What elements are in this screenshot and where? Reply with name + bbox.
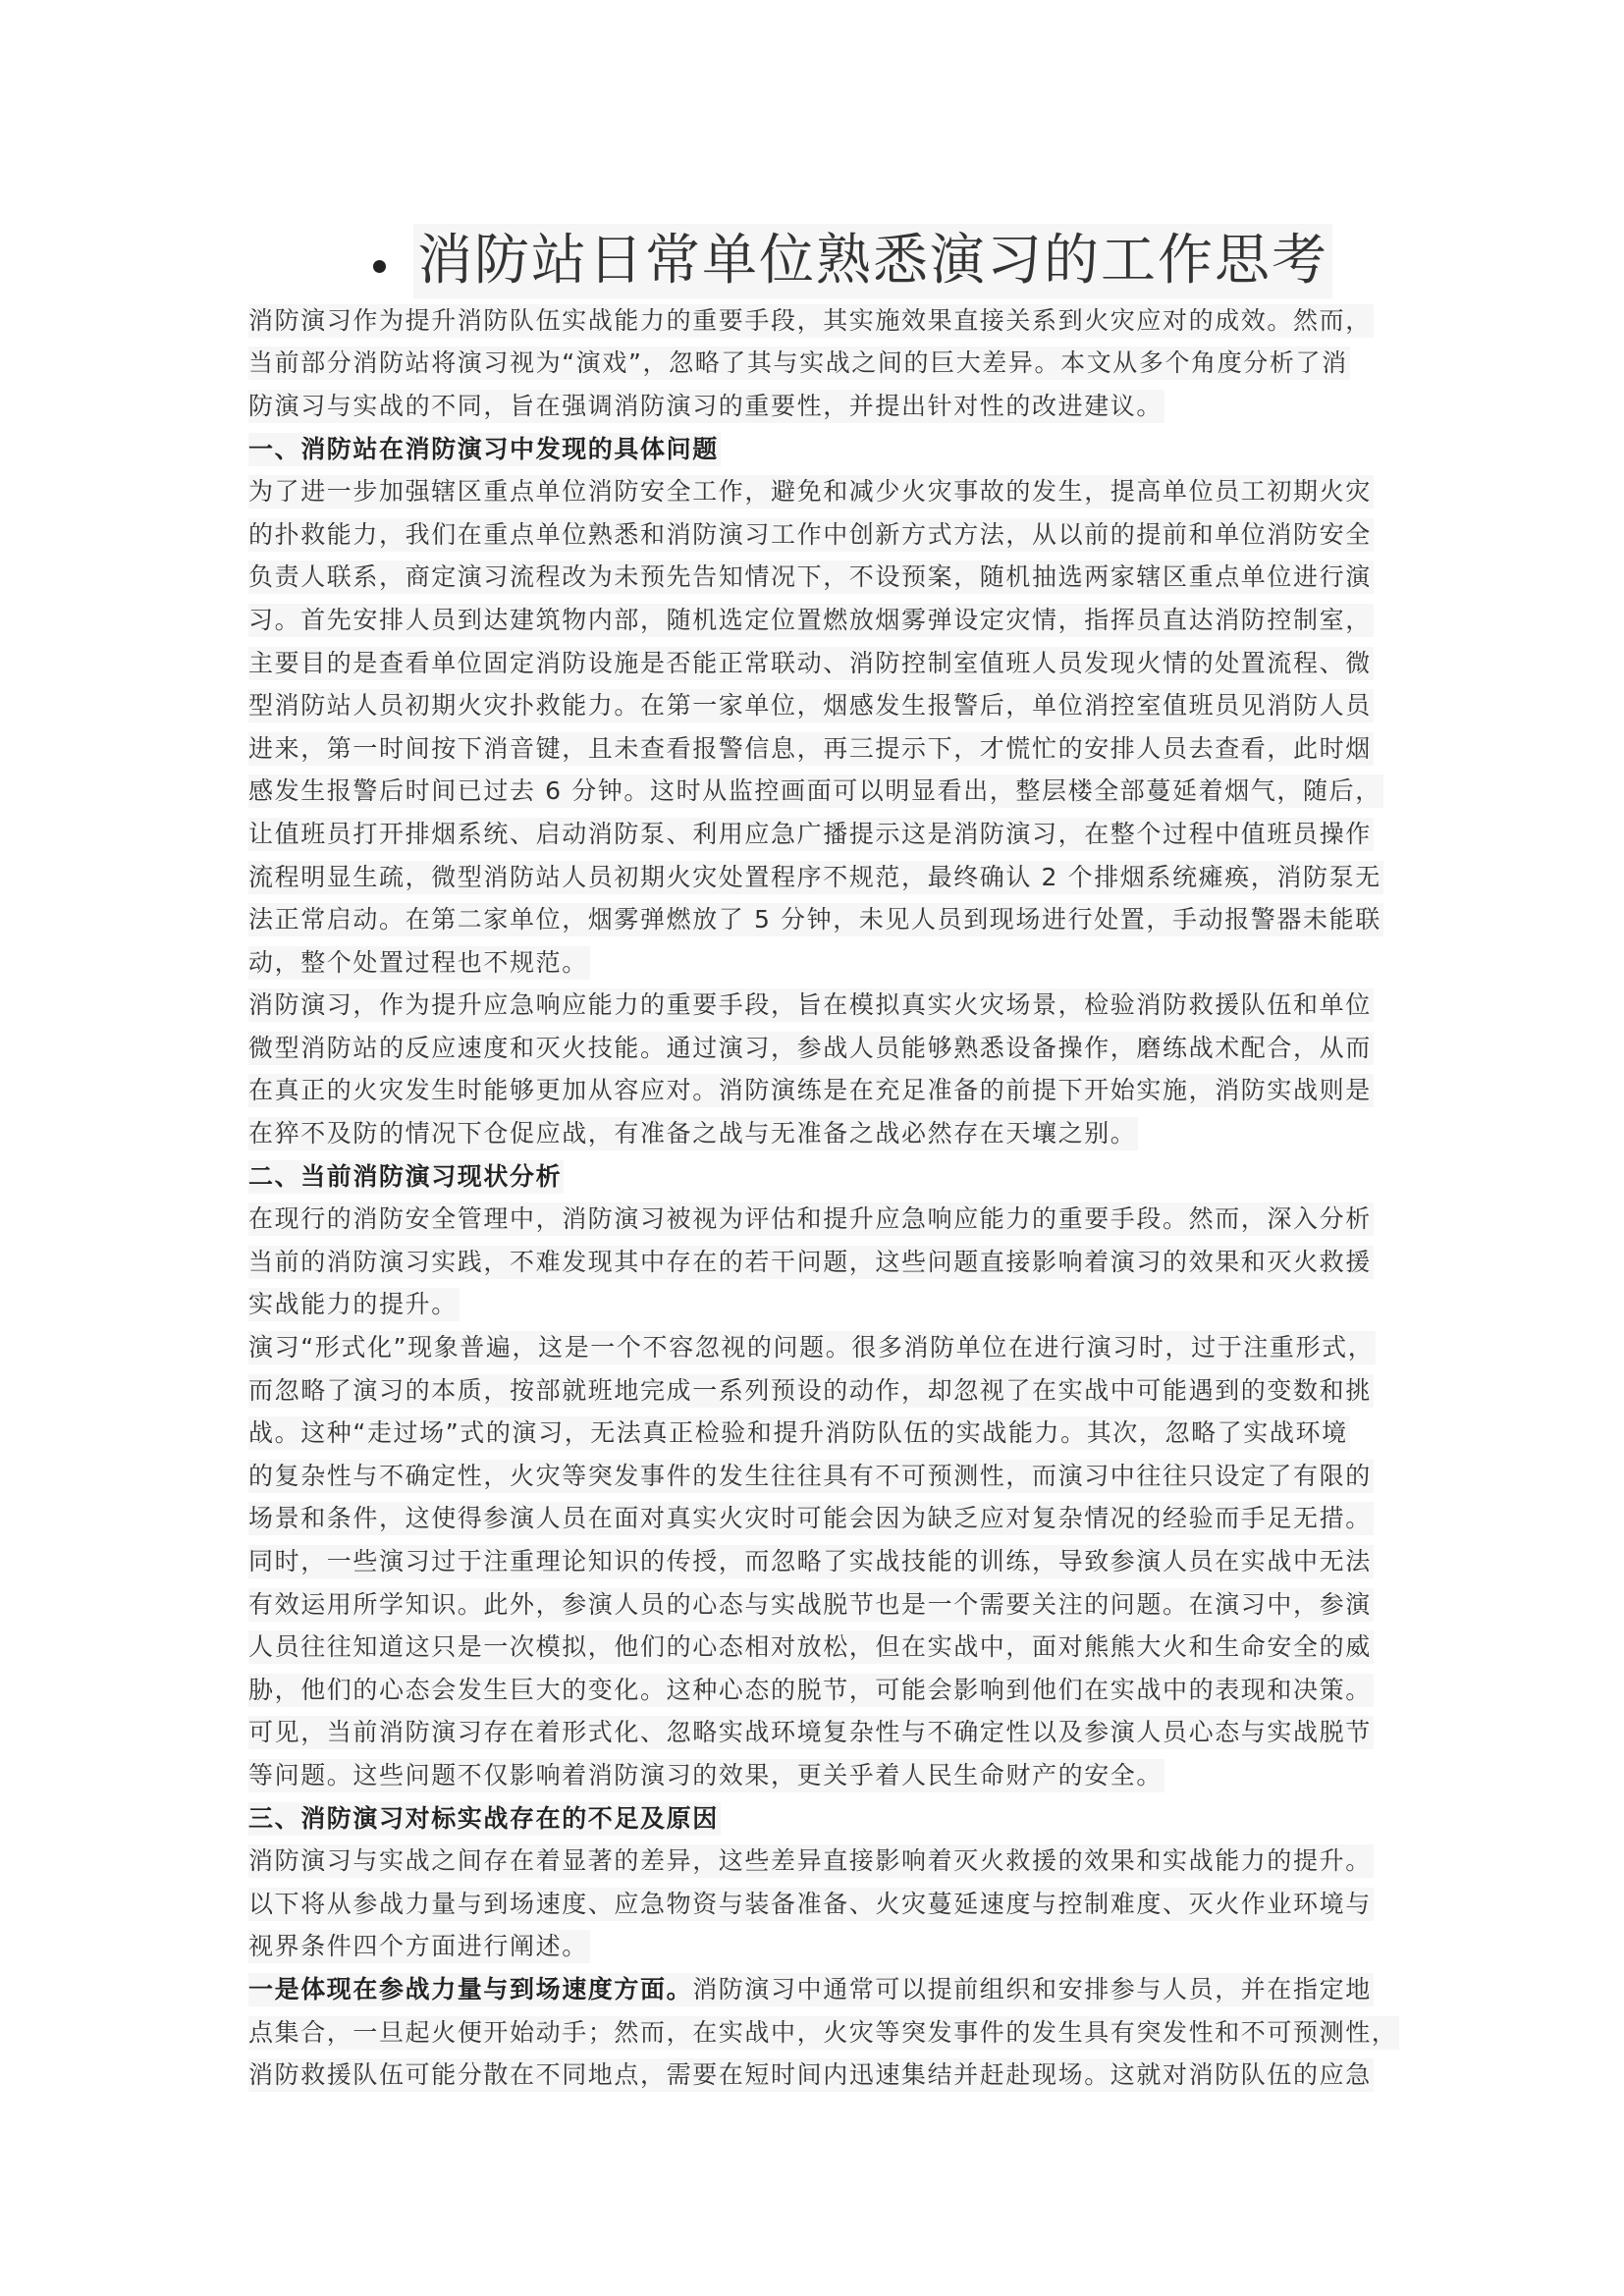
text-line (248, 1412, 1407, 1455)
line-content (248, 689, 1374, 722)
line-content (248, 1246, 1374, 1279)
text-line (248, 343, 1407, 386)
line-text: 流程明显生疏，微型消防站人员初期火灾处置程序不规范，最终确认 2 个排烟系统瘫痪，消防泵无 (248, 862, 1381, 891)
line-text: 视界条件四个方面进行阐述。 (248, 1932, 588, 1961)
line-content (248, 988, 1374, 1022)
text-line (248, 1712, 1407, 1755)
line-content (248, 433, 721, 466)
line-text: 在猝不及防的情况下仓促应战，有准备之战与无准备之战必然存在天壤之别。 (248, 1119, 1137, 1148)
text-line (248, 599, 1407, 642)
line-text: 人员往往知道这只是一次模拟，他们的心态相对放松，但在实战中，面对熊熊大火和生命安全的威 (248, 1632, 1372, 1662)
text-line (248, 2011, 1407, 2055)
text-line (248, 1540, 1407, 1583)
line-text: 进来，第一时间按下消音键，且未查看报警信息，再三提示下，才慌忙的安排人员去查看，此时烟 (248, 733, 1372, 763)
line-content (248, 1202, 1374, 1236)
text-line (248, 684, 1407, 727)
line-content (248, 1759, 1164, 1792)
text-line (248, 856, 1407, 899)
line-content (248, 1074, 1374, 1107)
line-text: 消防救援队伍可能分散在不同地点，需要在短时间内迅速集结并赶赴现场。这就对消防队伍的应急 (248, 2060, 1372, 2090)
line-content (248, 2016, 1399, 2050)
line-text: 胁，他们的心态会发生巨大的变化。这种心态的脱节，可能会影响到他们在实战中的表现和决策。 (248, 1675, 1372, 1704)
line-text: 当前部分消防站将演习视为“演戏”，忽略了其与实战之间的巨大差异。本文从多个角度分析了消 (248, 348, 1348, 378)
line-content (248, 1545, 1374, 1578)
line-text: 动，整个处置过程也不规范。 (248, 947, 588, 977)
text-line (248, 513, 1407, 557)
line-content (248, 1973, 1374, 2006)
line-content (248, 1802, 721, 1836)
text-line (248, 1027, 1407, 1070)
text-line (248, 1198, 1407, 1241)
text-line (248, 985, 1407, 1028)
text-line (248, 1284, 1407, 1327)
text-line (248, 1241, 1407, 1284)
line-text: 让值班员打开排烟系统、启动消防泵、利用应急广播提示这是消防演习，在整个过程中值班员操作 (248, 819, 1372, 848)
line-content (248, 818, 1374, 851)
line-text: 演习“形式化”现象普遍，这是一个不容忽视的问题。很多消防单位在进行演习时，过于注重形式， (248, 1333, 1375, 1362)
line-content (248, 774, 1383, 808)
line-content (248, 604, 1374, 637)
line-content (248, 1374, 1374, 1408)
line-text: 的复杂性与不确定性，火灾等突发事件的发生往往具有不可预测性，而演习中往往只设定了有限的 (248, 1461, 1372, 1490)
line-content (248, 1716, 1374, 1749)
line-text: 的扑救能力，我们在重点单位熟悉和消防演习工作中创新方式方法，从以前的提前和单位消防安全 (248, 519, 1372, 549)
text-line (248, 385, 1407, 428)
line-text: 在真正的火灾发生时能够更加从容应对。消防演练是在充足准备的前提下开始实施，消防实战则是 (248, 1076, 1372, 1105)
line-content (248, 1674, 1374, 1707)
text-line (248, 1112, 1407, 1155)
line-text: 等问题。这些问题不仅影响着消防演习的效果，更关乎着人民生命财产的安全。 (248, 1760, 1164, 1789)
text-line (248, 470, 1407, 513)
line-text: 三、消防演习对标实战存在的不足及原因 (248, 1803, 719, 1833)
line-text: 微型消防站的反应速度和灭火技能。通过演习，参战人员能够熟悉设备操作，磨练战术配合，从而 (248, 1033, 1372, 1062)
text-line (248, 557, 1407, 600)
line-content (248, 1032, 1374, 1065)
line-text: 主要目的是查看单位固定消防设施是否能正常联动、消防控制室值班人员发现火情的处置流程、微 (248, 648, 1372, 677)
document-body (248, 299, 1407, 2097)
line-text: 有效运用所学知识。此外，参演人员的心态与实战脱节也是一个需要关注的问题。在演习中，参演 (248, 1589, 1372, 1619)
line-text: 为了进一步加强辖区重点单位消防安全工作，避免和减少火灾事故的发生，提高单位员工初期火灾 (248, 477, 1372, 507)
line-content (248, 561, 1374, 594)
line-text: 型消防站人员初期火灾扑救能力。在第一家单位，烟感发生报警后，单位消控室值班员见消防人员 (248, 691, 1372, 721)
line-text: 以下将从参战力量与到场速度、应急物资与装备准备、火灾蔓延速度与控制难度、灭火作业环境与 (248, 1889, 1372, 1918)
document-title: 消防站日常单位熟悉演习的工作思考 (413, 224, 1332, 298)
line-text: 负责人联系，商定演习流程改为未预先告知情况下，不设预案，随机抽选两家辖区重点单位进行演 (248, 562, 1372, 592)
text-line (248, 1583, 1407, 1627)
line-text: 防演习与实战的不同，旨在强调消防演习的重要性，并提出针对性的改进建议。 (248, 391, 1164, 420)
line-content (248, 2058, 1374, 2092)
line-text: 消防演习与实战之间存在着显著的差异，这些差异直接影响着灭火救援的效果和实战能力的提升。 (248, 1846, 1372, 1876)
line-content (248, 475, 1374, 508)
line-content (248, 347, 1350, 380)
line-content (248, 1460, 1374, 1493)
line-text: 习。首先安排人员到达建筑物内部，随机选定位置燃放烟雾弹设定灾情，指挥员直达消防控制室， (248, 605, 1372, 634)
line-content (248, 1416, 1350, 1450)
line-content (248, 1502, 1374, 1535)
line-content (248, 1588, 1374, 1622)
text-line (248, 1883, 1407, 1926)
bullet-icon (373, 260, 386, 273)
text-line (248, 642, 1407, 685)
text-line (248, 1326, 1407, 1369)
line-content (248, 390, 1164, 423)
line-text: 场景和条件，这使得参演人员在面对真实火灾时可能会因为缺乏应对复杂情况的经验而手足无措。 (248, 1504, 1372, 1533)
line-content (248, 1888, 1374, 1921)
line-content (248, 1844, 1374, 1878)
line-content (248, 518, 1374, 552)
section-heading (248, 1797, 1407, 1841)
line-content (248, 1930, 590, 1963)
text-line (248, 1968, 1407, 2011)
text-line (248, 1455, 1407, 1498)
line-content (248, 1630, 1374, 1664)
line-text: 法正常启动。在第二家单位，烟雾弹燃放了 5 分钟，未见人员到现场进行处置，手动报警器未能联 (248, 905, 1381, 934)
section-heading (248, 428, 1407, 471)
line-text: 消防演习，作为提升应急响应能力的重要手段，旨在模拟真实火灾场景，检验消防救援队伍和单位 (248, 990, 1372, 1020)
text-line (248, 1369, 1407, 1413)
line-text: 实战能力的提升。 (248, 1290, 458, 1319)
line-content (248, 861, 1383, 894)
text-line (248, 1754, 1407, 1797)
line-content (248, 946, 590, 980)
document-title-row (373, 224, 1332, 298)
line-content (248, 1288, 460, 1321)
line-content (248, 732, 1374, 766)
line-content (248, 1160, 564, 1194)
line-text: 消防演习中通常可以提前组织和安排参与人员，并在指定地 (692, 1974, 1372, 2003)
line-text: 一、消防站在消防演习中发现的具体问题 (248, 434, 719, 463)
section-heading (248, 1155, 1407, 1199)
line-text: 消防演习作为提升消防队伍实战能力的重要手段，其实施效果直接关系到火灾应对的成效。然而， (248, 305, 1372, 335)
text-line (248, 1498, 1407, 1541)
text-line (248, 941, 1407, 985)
line-text: 点集合，一旦起火便开始动手；然而，在实战中，火灾等突发事件的发生具有突发性和不可预测性， (248, 2017, 1398, 2047)
line-content (248, 1331, 1376, 1364)
text-line (248, 771, 1407, 814)
text-line (248, 1626, 1407, 1669)
line-content (248, 903, 1383, 936)
text-line (248, 1840, 1407, 1883)
text-line (248, 898, 1407, 941)
line-text: 而忽略了演习的本质，按部就班地完成一系列预设的动作，却忽视了在实战中可能遇到的变数和挑 (248, 1375, 1372, 1405)
line-content (248, 304, 1374, 338)
line-text: 在现行的消防安全管理中，消防演习被视为评估和提升应急响应能力的重要手段。然而，深入分析 (248, 1204, 1372, 1234)
text-line (248, 1669, 1407, 1712)
text-line (248, 299, 1407, 343)
text-line (248, 2054, 1407, 2097)
bold-lead-text: 一是体现在参战力量与到场速度方面。 (248, 1974, 693, 2003)
line-content (248, 1117, 1138, 1150)
line-text: 可见，当前消防演习存在着形式化、忽略实战环境复杂性与不确定性以及参演人员心态与实战脱节 (248, 1718, 1372, 1747)
text-line (248, 727, 1407, 771)
line-text: 当前的消防演习实践，不难发现其中存在的若干问题，这些问题直接影响着演习的效果和灭火救援 (248, 1247, 1372, 1276)
line-text: 战。这种“走过场”式的演习，无法真正检验和提升消防队伍的实战能力。其次，忽略了实战环境 (248, 1418, 1348, 1448)
text-line (248, 1926, 1407, 1969)
text-line (248, 1070, 1407, 1113)
line-text: 二、当前消防演习现状分析 (248, 1161, 563, 1191)
line-text: 同时，一些演习过于注重理论知识的传授，而忽略了实战技能的训练，导致参演人员在实战中无法 (248, 1547, 1372, 1576)
line-text: 感发生报警后时间已过去 6 分钟。这时从监控画面可以明显看出，整层楼全部蔓延着烟气，随后， (248, 776, 1381, 806)
line-content (248, 647, 1374, 680)
text-line (248, 813, 1407, 856)
